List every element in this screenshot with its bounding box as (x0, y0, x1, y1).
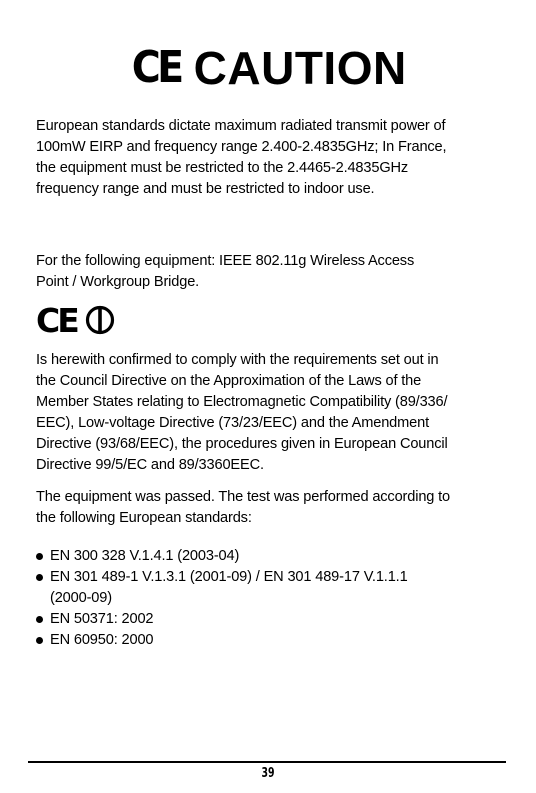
standard-text-continued: (2000-09) (50, 590, 112, 606)
list-item (36, 609, 506, 630)
text-line: Point / Workgroup Bridge. (36, 274, 200, 290)
text-line: The equipment was passed. The test was performed according to (36, 489, 451, 505)
list-item (36, 567, 506, 609)
text-line: Directive (93/68/EEC), the procedures given in European Council (36, 436, 448, 452)
bullet-icon (36, 616, 43, 623)
list-item (36, 546, 506, 567)
text-line: frequency range and must be restricted to indoor use. (36, 181, 375, 197)
standard-text: EN 50371: 2002 (50, 611, 154, 627)
standard-text: EN 60950: 2000 (50, 632, 154, 648)
text-line: European standards dictate maximum radiated transmit power of (36, 118, 446, 134)
paragraph-power-limits (36, 116, 506, 200)
list-item (36, 630, 506, 651)
footer-divider (28, 761, 506, 763)
text-line: EEC), Low-voltage Directive (73/23/EEC) and the Amendment (36, 415, 429, 431)
ce-mark-icon: CE (132, 42, 181, 93)
caution-header (0, 38, 536, 98)
text-line: the following European standards: (36, 510, 252, 526)
page-title: CAUTION (193, 42, 407, 94)
text-line: Directive 99/5/EC and 89/3360EEC. (36, 457, 264, 473)
standards-list (36, 546, 506, 651)
text-line: For the following equipment: IEEE 802.11g Wireless Access (36, 253, 415, 269)
class-2-alert-circle-icon (85, 305, 115, 335)
paragraph-equipment (36, 251, 506, 293)
bullet-icon (36, 553, 43, 560)
page-number: 39 (261, 766, 275, 781)
compliance-marks (36, 300, 115, 340)
text-line: Member States relating to Electromagnetic Compatibility (89/336/ (36, 394, 448, 410)
paragraph-test-result (36, 487, 506, 529)
standard-text: EN 300 328 V.1.4.1 (2003-04) (50, 548, 240, 564)
bullet-icon (36, 574, 43, 581)
text-line: the equipment must be restricted to the 2.4465-2.4835GHz (36, 160, 409, 176)
text-line: 100mW EIRP and frequency range 2.400-2.4835GHz; In France, (36, 139, 447, 155)
ce-mark-small-icon: CE (36, 300, 77, 340)
text-line: the Council Directive on the Approximation of the Laws of the (36, 373, 422, 389)
text-line: Is herewith confirmed to comply with the requirements set out in (36, 352, 439, 368)
bullet-icon (36, 637, 43, 644)
paragraph-compliance (36, 350, 506, 476)
standard-text: EN 301 489-1 V.1.3.1 (2001-09) / EN 301 489-17 V.1.1.1 (50, 569, 408, 585)
